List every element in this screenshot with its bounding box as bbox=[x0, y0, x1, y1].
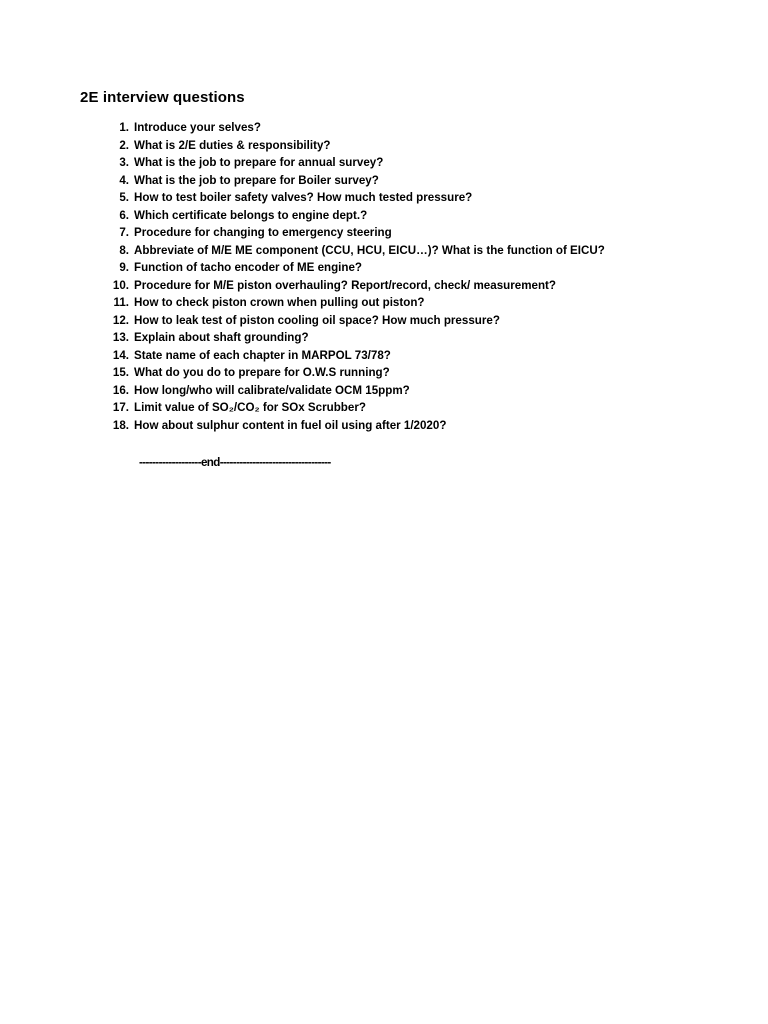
page-title: 2E interview questions bbox=[80, 89, 245, 106]
list-item bbox=[104, 189, 704, 207]
question-text: Function of tacho encoder of ME engine? bbox=[134, 261, 363, 274]
question-number: 6. bbox=[119, 208, 129, 222]
question-list bbox=[104, 119, 704, 434]
list-item bbox=[104, 417, 704, 435]
list-item bbox=[104, 382, 704, 400]
list-item bbox=[104, 207, 704, 225]
question-text: Explain about shaft grounding? bbox=[134, 331, 309, 344]
list-item bbox=[104, 137, 704, 155]
question-text: State name of each chapter in MARPOL 73/78? bbox=[134, 348, 391, 362]
list-item bbox=[104, 277, 704, 295]
question-number: 1. bbox=[119, 121, 129, 134]
list-item bbox=[104, 242, 704, 260]
question-number: 13. bbox=[112, 331, 129, 344]
question-text: Which certificate belongs to engine dept.? bbox=[134, 208, 368, 222]
question-number: 8. bbox=[119, 243, 129, 257]
question-number: 9. bbox=[119, 261, 129, 274]
question-text: How about sulphur content in fuel oil using after 1/2020? bbox=[134, 418, 447, 432]
list-item bbox=[104, 259, 704, 277]
list-item bbox=[104, 364, 704, 382]
question-number: 5. bbox=[119, 191, 129, 204]
list-item bbox=[104, 347, 704, 365]
list-item bbox=[104, 329, 704, 347]
question-number: 15. bbox=[112, 366, 129, 379]
question-text: Introduce your selves? bbox=[134, 121, 261, 134]
list-item bbox=[104, 154, 704, 172]
end-marker: -------------------end---------------------------------- bbox=[139, 456, 331, 469]
question-number: 4. bbox=[119, 173, 129, 187]
question-number: 16. bbox=[112, 383, 129, 397]
question-number: 14. bbox=[112, 348, 129, 362]
question-number: 18. bbox=[112, 418, 129, 432]
list-item bbox=[104, 224, 704, 242]
question-text: What is the job to prepare for annual survey? bbox=[134, 156, 384, 169]
list-item bbox=[104, 312, 704, 330]
question-number: 2. bbox=[119, 138, 129, 152]
question-text: Limit value of SO₂/CO₂ for SOx Scrubber? bbox=[134, 401, 366, 414]
question-number: 3. bbox=[119, 156, 129, 169]
question-number: 17. bbox=[112, 401, 129, 414]
question-text: Procedure for M/E piston overhauling? Report/record, check/ measurement? bbox=[134, 278, 556, 292]
question-text: How to check piston crown when pulling out piston? bbox=[134, 296, 425, 309]
question-number: 10. bbox=[112, 278, 129, 292]
list-item bbox=[104, 294, 704, 312]
question-text: Procedure for changing to emergency steering bbox=[134, 226, 392, 239]
question-number: 11. bbox=[113, 296, 129, 309]
list-item bbox=[104, 172, 704, 190]
question-text: How to test boiler safety valves? How much tested pressure? bbox=[134, 191, 473, 204]
question-number: 12. bbox=[112, 313, 129, 327]
list-item bbox=[104, 399, 704, 417]
question-text: What is 2/E duties & responsibility? bbox=[134, 138, 331, 152]
question-text: What do you do to prepare for O.W.S running? bbox=[134, 366, 390, 379]
question-text: How long/who will calibrate/validate OCM 15ppm? bbox=[134, 383, 410, 397]
list-item bbox=[104, 119, 704, 137]
question-number: 7. bbox=[119, 226, 129, 239]
question-text: How to leak test of piston cooling oil space? How much pressure? bbox=[134, 313, 500, 327]
question-text: Abbreviate of M/E ME component (CCU, HCU, EICU…)? What is the function of EICU? bbox=[134, 243, 605, 257]
question-text: What is the job to prepare for Boiler survey? bbox=[134, 173, 379, 187]
